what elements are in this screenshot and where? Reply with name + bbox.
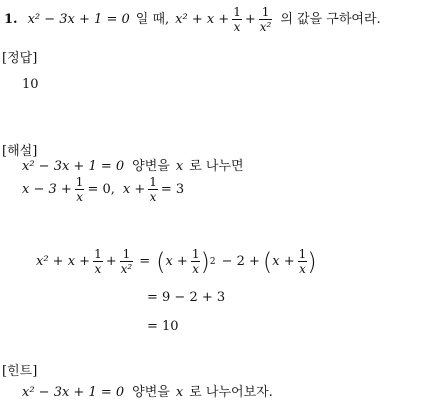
problem-statement: 1. x² − 3x + 1 = 0 일 때, x² + x + $\frac{1}{x}$ + $\frac{1}{\text{x²}}$ 의 값을 구하여라. — [4, 5, 381, 34]
derivation-line-2: = 9 − 2 + 3 — [147, 290, 226, 305]
derivation-line-3: = 10 — [147, 319, 179, 334]
fraction-one-over-x: $\frac{1}{x}$ — [75, 175, 84, 204]
hint-heading: [힌트] — [2, 364, 38, 379]
answer-heading: [정답] — [2, 51, 38, 66]
solution-heading: [해설] — [2, 144, 38, 159]
problem-expression: x² + x + — [175, 12, 230, 27]
solution-line-2: x − 3 + $\frac{1}{x}$ = 0, x + $\frac{1}{x}$ = 3 — [22, 175, 185, 204]
problem-condition: 일 때, — [135, 12, 170, 27]
solution-line-1: x² − 3x + 1 = 0 양변을 x 로 나누면 — [22, 159, 244, 174]
fraction-one-over-x: $\frac{1}{x}$ — [298, 247, 307, 276]
answer-value: 10 — [22, 77, 39, 92]
problem-number: 1. — [4, 12, 18, 27]
problem-equation: x² − 3x + 1 = 0 — [27, 12, 130, 27]
problem-question: 의 값을 구하여라. — [280, 12, 381, 27]
fraction-one-over-x: $\frac{1}{x}$ — [149, 175, 157, 204]
fraction-one-over-x-squared: $\frac{1}{\text{x²}}$ — [259, 5, 272, 34]
fraction-one-over-x: $\frac{1}{x}$ — [233, 5, 241, 34]
fraction-one-over-x-squared: $\frac{1}{\text{x²}}$ — [120, 247, 133, 276]
fraction-one-over-x: $\frac{1}{x}$ — [94, 247, 102, 276]
hint-line: x² − 3x + 1 = 0 양변을 x 로 나누어보자. — [22, 385, 273, 400]
derivation-line-1: x² + x + $\frac{1}{x}$ + $\frac{1}{\text{x²}}$ = ( x + $\frac{1}{x}$ ) 2 − 2 + ( x + $\frac{1}{x}$ ) — [36, 247, 317, 276]
fraction-one-over-x: $\frac{1}{x}$ — [191, 247, 200, 276]
